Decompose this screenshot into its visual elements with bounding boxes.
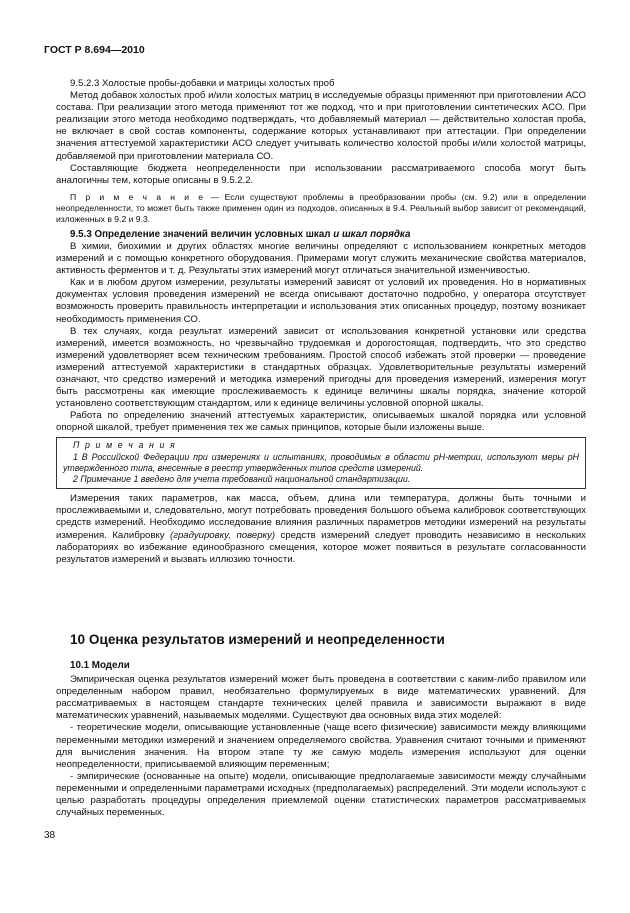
paragraph: Составляющие бюджета неопределенности при использовании рассматриваемого способа могут быть аналогичны тем, которые описаны в 9.5.2.2. (56, 162, 586, 186)
content-block-9-5 (56, 78, 586, 566)
text-part: средств измерений следует проводить независимо в нескольких лабораториях во избежание единообразного смещения, которое может появиться в результате согласованности результатов измерений и вызвать иллюзию точности. (56, 529, 586, 565)
subsection-heading-9-5-3 (56, 229, 586, 241)
note-item-2: 2 Примечание 1 введено для учета требований национальной стандартизации. (73, 474, 411, 485)
subsection-heading-9-5-2-3: 9.5.2.3 Холостые пробы-добавки и матрицы холостых проб (70, 78, 335, 89)
note-item-1: 1 В Российской Федерации при измерениях и испытаниях, проводимых в области рН-метрии, используют меры рН утвержденного типа, внесенные в реестр утвержденных типов средств измерений. (63, 451, 579, 473)
paragraph: В химии, биохимии и других областях многие величины определяют с использованием конкретных методов измерений и с помощью конкретного оборудования. Примерами могут служить механические свойства материалов, активность ферментов и т. д. Результаты этих измерений могут отличаться значительной изменчивостью. (56, 240, 586, 277)
paragraph: В тех случаях, когда результат измерений зависит от использования конкретной установки или средства измерений, имеется возможность, но чрезвычайно трудоемкая и дорогостоящая, подтвердить, что это средство измерений удовлетворяет всем техническим требованиям. Простой способ избежать этой проверки — проведение измерений аттестуемой характеристики в стандартных образцах. Удовлетворительные результаты измерений означают, что средство измерений и методика измерений пригодны для проведения измерений, измерения могут быть рассмотрены как имеющие прослеживаемость к единице величины шкалы порядка, значение которой установлено соответствующим стандартом, или к единице величины условной опорной шкалы. (56, 325, 586, 410)
notes-title: П р и м е ч а н и я (73, 440, 177, 451)
note (56, 192, 586, 225)
italic-part: (градуировку, поверку) (170, 529, 276, 541)
text-part: Измерения таких параметров, как масса, объем, длина или температура, должны быть точными и прослеживаемыми и, следовательно, могут потребовать проведения большого объема калибровок соответствующих средств измерений. Необходимо исследование влияния различных параметров методики измерений на результаты измерения. Калибровку (56, 493, 586, 541)
content-block-10-1 (56, 660, 586, 819)
heading-italic-part: и шкал порядка (333, 228, 411, 240)
page-number: 38 (44, 830, 56, 841)
paragraph: - эмпирические (основанные на опыте) модели, описывающие предполагаемые зависимости между случайными переменными и определенными параметрами исходных (предполагаемых) распределений. Эти модели используют с целью разработать процедуры определения приемлемой оценки статистических параметров рассматриваемых случайных переменных. (56, 770, 586, 819)
paragraph (56, 493, 586, 566)
paragraph: Работа по определению значений аттестуемых характеристик, описываемых шкалой порядка или условной опорной шкалой, требует применения тех же самых принципов, которые были изложены выше. (56, 410, 586, 434)
standard-code-header: ГОСТ Р 8.694—2010 (44, 44, 145, 56)
note-label: П р и м е ч а н и е (70, 191, 205, 202)
national-notes-box (56, 437, 586, 489)
paragraph: Эмпирическая оценка результатов измерений может быть проведена в соответствии с каким-либо правилом или определенным набором правил, необязательно формулируемых в виде математических уравнений. Для рассматриваемых в настоящем стандарте технических целей правила и зависимости выражают в виде математических уравнений, называемых моделями. Существуют два основных вида этих моделей: (56, 674, 586, 722)
subsection-heading-10-1: 10.1 Модели (70, 660, 130, 671)
section-heading-10: 10 Оценка результатов измерений и неопределенности (70, 632, 445, 647)
note-text: — Если существуют проблемы в преобразовании пробы (см. 9.2) или в определении неопределенности, то может быть также применен один из подходов, описанных в 9.4. Реальный выбор зависит от рекомендаций, изложенных в 9.2 и 9.3. (56, 191, 586, 224)
paragraph: Метод добавок холостых проб и/или холостых матриц в исследуемые образцы применяют при приготовлении АСО состава. При реализации этого метода применяют тот же подход, что и при приготовлении синтетических АСО. При реализации этого метода необходимо подтверждать, что добавляемый материал — действительно холостая проба, не включает в свой состав компоненты, содержание которых устанавливают при аттестации. При определении значения аттестуемой характеристики АСО следует учитывать количество холостой пробы и/или холостой матрицы, добавляемой при приготовлении материала СО. (56, 90, 586, 162)
paragraph: Как и в любом другом измерении, результаты измерений зависят от условий их проведения. Но в нормативных документах условия проведения измерений не всегда описывают достаточно подробно, у оператора отсутствует возможность проверить правильность интерпретации и использования этих описанных процедур, поэтому возникает необходимость применения СО. (56, 277, 586, 325)
heading-plain-part: 9.5.3 Определение значений величин условных шкал (70, 228, 334, 240)
paragraph: - теоретические модели, описывающие установленные (чаще всего физические) зависимости между влияющими переменными методики измерений и значением определяемого свойства. Уравнения считают точными и применяют для вычисления значения. На втором этапе ту же самую модель измерения используют для оценки неопределенности, приписываемой влияющим переменным; (56, 722, 586, 770)
